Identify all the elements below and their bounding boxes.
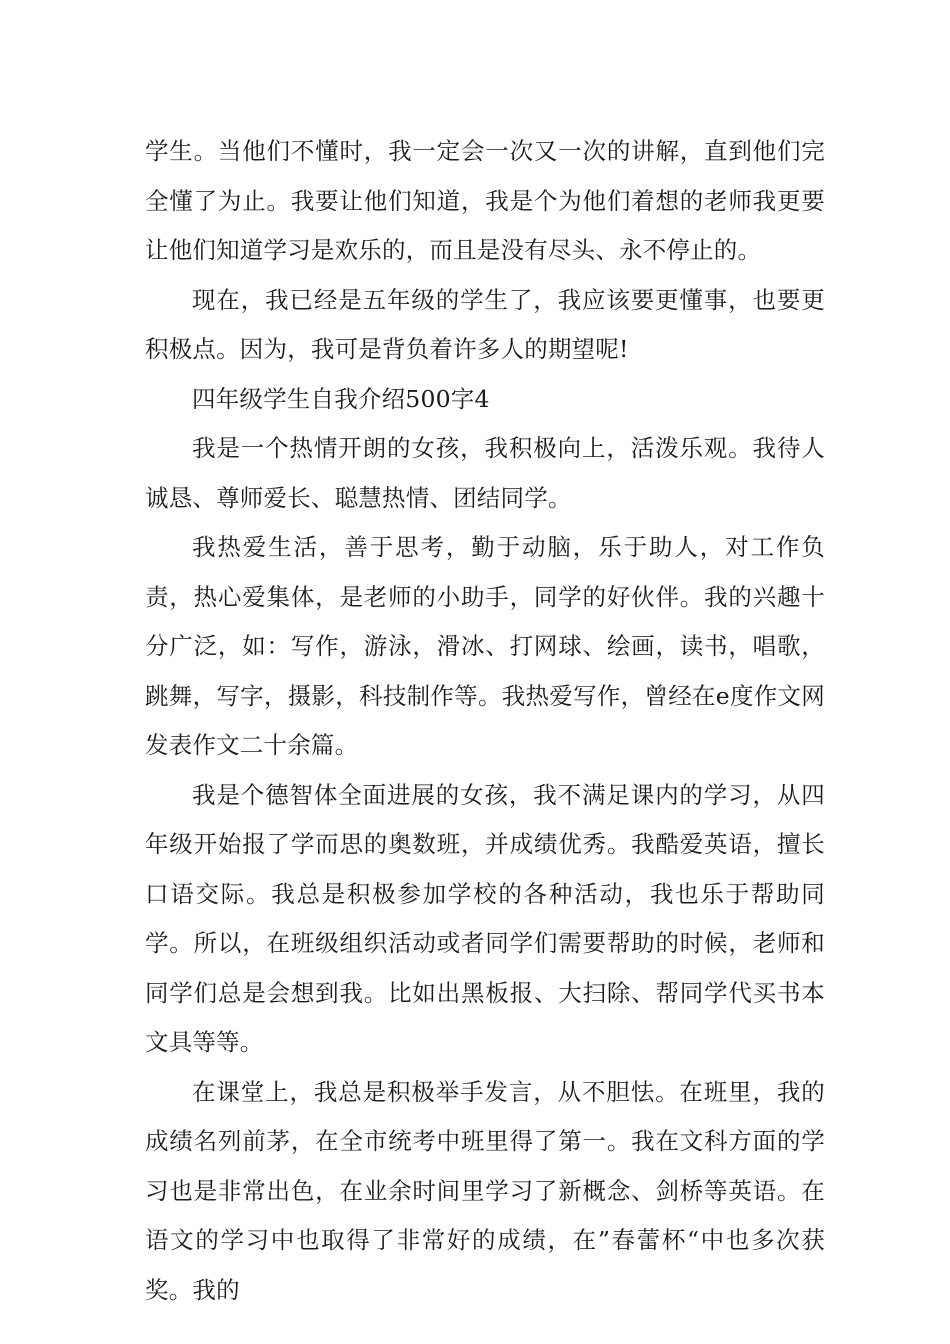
paragraph: 我是一个热情开朗的女孩，我积极向上，活泼乐观。我待人诚恳、尊师爱长、聪慧热情、团结同学。	[145, 434, 825, 512]
paragraph: 在课堂上，我总是积极举手发言，从不胆怯。在班里，我的成绩名列前茅，在全市统考中班里得了第一。我在文科方面的学习也是非常出色，在业余时间里学习了新概念、剑桥等英语。在语文的学习中也取得了非常好的成绩，在”春蕾杯“中也多次获奖。我的	[145, 1077, 825, 1304]
section-heading: 四年级学生自我介绍500字4	[192, 384, 490, 413]
paragraph: 我是个德智体全面进展的女孩，我不满足课内的学习，从四年级开始报了学而思的奥数班，并成绩优秀。我酷爱英语，擅长口语交际。我总是积极参加学校的各种活动，我也乐于帮助同学。所以，在班级组织活动或者同学们需要帮助的时候，老师和同学们总是会想到我。比如出黑板报、大扫除、帮同学代买书本文具等等。	[145, 780, 825, 1056]
paragraph: 学生。当他们不懂时，我一定会一次又一次的讲解，直到他们完全懂了为止。我要让他们知道，我是个为他们着想的老师我更要让他们知道学习是欢乐的，而且是没有尽头、永不停止的。	[145, 137, 825, 264]
paragraph: 现在，我已经是五年级的学生了，我应该要更懂事，也要更积极点。因为，我可是背负着许多人的期望呢!	[145, 285, 825, 363]
paragraph: 我热爱生活，善于思考，勤于动脑，乐于助人，对工作负责，热心爱集体，是老师的小助手，同学的好伙伴。我的兴趣十分广泛，如：写作，游泳，滑冰、打网球、绘画，读书，唱歌，跳舞，写字，摄影，科技制作等。我热爱写作，曾经在e度作文网发表作文二十余篇。	[145, 533, 825, 759]
document-body	[145, 127, 825, 1315]
